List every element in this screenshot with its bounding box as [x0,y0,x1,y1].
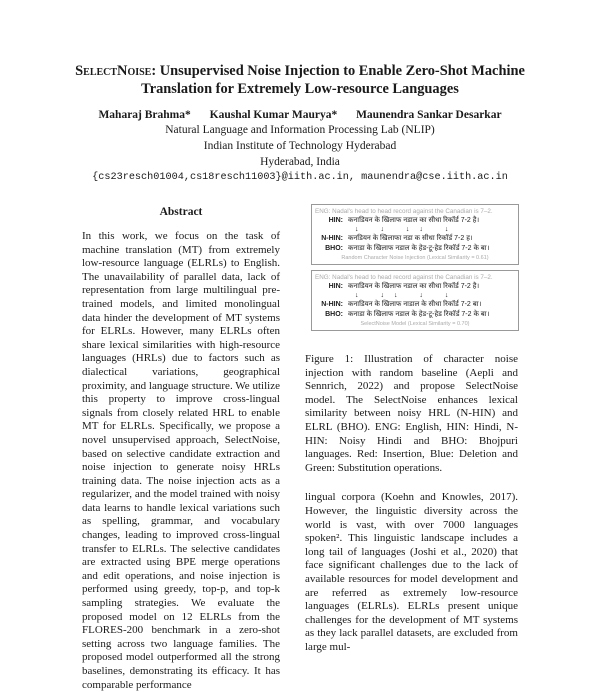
paper-title [40,63,560,98]
author: Maunendra Sankar Desarkar [356,109,502,121]
author-emails: {cs23resch01004,cs18resch11003}@iith.ac.in, maunendra@cse.iith.ac.in [92,172,508,184]
box-caption: Random Character Noise Injection (Lexical Similarity = 0.61) [341,255,489,261]
affiliation-institute: Indian Institute of Technology Hyderabad [203,139,397,152]
bho-sentence: कनाडा के खिलाफ नडाल के हेड-टू-हेड रिकॉर्ड 7-2 के बा। [348,245,490,252]
bho-sentence: कनाडा के खिलाफ नडाल के हेड-टू-हेड रिकॉर्ड 7-2 के बा। [348,311,490,318]
paper-header [40,63,560,186]
arrow-icon: ↓ ↓↓ ↓ ↓ [355,292,459,299]
nhin-label: N-HIN: [321,235,343,242]
eng-sentence: ENG: Nadal's head to head record against the Canadian is 7–2. [315,274,493,281]
eng-sentence: ENG: Nadal's head to head record against the Canadian is 7–2. [315,208,493,215]
title-rest: : Unsupervised Noise Injection to Enable Zero-Shot Machine Translation for Extremely Low-resource Languages [141,63,525,97]
hin-label: HIN: [328,217,343,224]
nhin-sentence: कनडियन के खिलाफा नडा क सीधा रिकॉर्ड 7-2 ह। [348,235,473,242]
author: Kaushal Kumar Maurya* [209,109,338,121]
author-list [40,108,560,123]
figure-caption: Figure 1: Illustration of character noise injection with random baseline (Aepli and Sennrich, 2022) and propose SelectNoise model. The SelectNoise enhances lexical similarity between noisy HRL (N-HIN) and ELRL (BHO). ENG: English, HIN: Hindi, N-HIN: Noisy Hindi and BHO: Bhojpuri languages. Red: Insertion, Blue: Deletion and Green: Substitution operations. [305,353,518,474]
figure-box-selectnoise [311,270,519,331]
nhin-label: N-HIN: [321,301,343,308]
bho-label: BHO: [325,311,343,318]
bho-label: BHO: [325,245,343,252]
left-column [82,205,280,692]
abstract-paragraph: In this work, we focus on the task of machine translation (MT) from extremely low-resource language (ELRLs) to English. The unavailability of parallel data, lack of representation from large multilingual pre-trained models, and limited monolingual data hinder the development of MT systems for ELRLs. However, many ELRLs often share lexical similarities with high-resource languages (HRLs) due to factors such as dialectical variations, geographical proximity, and language structure. We utilize this property to improve cross-lingual signals from closely related HRL to enable MT for ELRLs. Specifically, we propose a novel unsupervised approach, SelectNoise, based on selective candidate extraction and noise injection to generate noisy HRLs training data. The noise injection acts as a regularizer, and the model trained with noisy data learns to handle lexical variations such as spelling, grammar, and vocabulary changes, leading to improved cross-lingual transfer to ELRLs. The selective candidates are extracted using BPE merge operations and edit operations, and noise injection is performed using greedy, top-p, and top-k sampling strategies. We evaluate the proposed model on 12 ELRLs from the FLORES-200 benchmark in a zero-shot setting across two language families. The proposed model outperformed all the strong baselines, demonstrating its efficacy. It has comparable performance [82,230,280,691]
figure-box-random [311,204,519,265]
right-column [305,204,518,654]
affiliation-location: Hyderabad, India [260,155,340,168]
title-name: SelectNoise [75,63,152,79]
nhin-sentence: कनाडियन के खिलाफ नाडाल के सीधा रिकॉर्ड 7-2 बा। [348,301,482,308]
author: Maharaj Brahma* [98,109,191,121]
hin-sentence: कनाडियन के खिलाफ नडाल का सीधा रिकॉर्ड 7-2 है। [348,217,480,224]
hin-label: HIN: [328,283,343,290]
affiliation-lab: Natural Language and Information Processing Lab (NLIP) [165,124,435,136]
box-caption: SelectNoise Model (Lexical Similarity = 0.70) [360,321,470,327]
intro-paragraph: lingual corpora (Koehn and Knowles, 2017). However, the linguistic diversity across the world is vast, with over 7000 languages spoken². This linguistic landscape includes a long tail of languages (Joshi et al., 2020) that face significant challenges due to the lack of available resources for model development and are referred as extremely low-resource languages (ELRLs). ELRLs present unique challenges for the development of MT systems as they lack parallel datasets, are excluded from large mul- [305,491,518,653]
arrow-icon: ↓ ↓ ↓↓ ↓ [355,226,459,233]
abstract-heading: Abstract [159,206,203,218]
hin-sentence: कनाडियन के खिलाफ नडाल का सीधा रिकॉर्ड 7-2 है। [348,283,480,290]
